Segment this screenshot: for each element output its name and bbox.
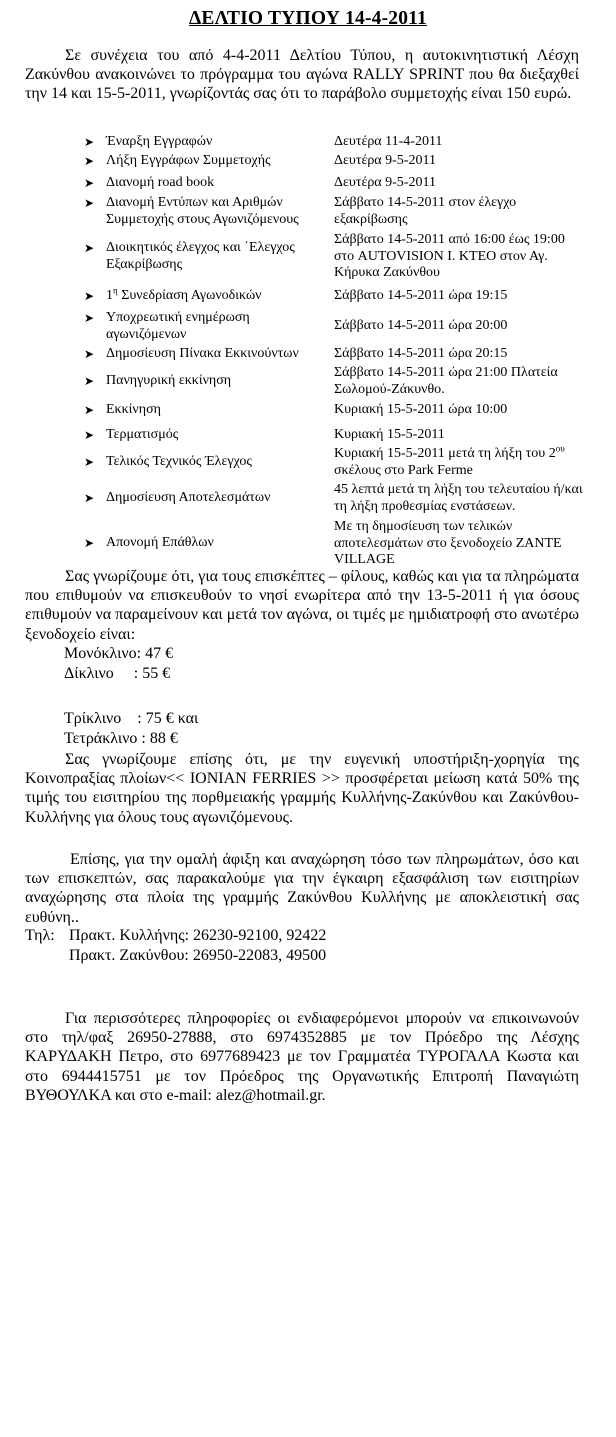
schedule-value: Κυριακή 15-5-2011 bbox=[334, 427, 445, 442]
schedule-label: Έναρξη Εγγραφών bbox=[106, 134, 213, 149]
hotel-paragraph bbox=[25, 567, 579, 644]
schedule-value bbox=[334, 443, 584, 479]
schedule-label: Δημοσίευση Πίνακα Εκκινούντων bbox=[106, 346, 299, 361]
ordinal-suffix: ου bbox=[555, 443, 565, 454]
contact-text: Για περισσότερες πληροφορίες οι ενδιαφερόμενοι μπορούν να επικοινωνούν στο τηλ/φαξ 26950-27888, στο 6974352885 με τον Πρόεδρο της Λέσχης ΚΑΡΥΔΑΚΗ Πετρο, στο 6977689423 με τον Γραμματέα ΤΥΡΟΓΑΛΑ Κωστα και στο 6944415751 με τον Πρόεδρος της Οργανωτικής Επιτροπή Παναγιώτη ΒΥΘΟΥΛΚΑ και στο e-mail: alez@hotmail.gr. bbox=[25, 1010, 579, 1104]
press-release-title: ΔΕΛΤΙΟ ΤΥΠΟΥ 14-4-2011 bbox=[188, 8, 428, 29]
tickets-paragraph bbox=[25, 850, 579, 927]
schedule-label bbox=[106, 285, 331, 305]
schedule-label: Διανομή road book bbox=[106, 175, 215, 190]
tickets-text: Επίσης, για την ομαλή άφιξη και αναχώρηση τόσο των πληρωμάτων, όσο και των επισκεπτών, σας παρακαλούμε για την έγκαιρη εξασφάλιση των εισιτηρίων αναχώρησης στα πλοία της γραμμής Ζακύνθου Κυλλήνης με αποκλειστική σας ευθύνη.. bbox=[25, 851, 579, 926]
schedule-value: Σάββατο 14-5-2011 ώρα 21:00 Πλατεία Σωλομού-Ζάκυνθο. bbox=[334, 365, 558, 397]
room-price: 75 € bbox=[145, 710, 174, 727]
schedule-value: Σάββατο 14-5-2011 ώρα 20:15 bbox=[334, 346, 508, 361]
arrowhead-bullet-icon: ➤ bbox=[84, 428, 95, 442]
price-row bbox=[64, 664, 170, 683]
schedule-label: Υποχρεωτική ενημέρωση αγωνιζόμενων bbox=[106, 310, 250, 342]
schedule-label: Απονομή Επάθλων bbox=[106, 535, 214, 550]
room-price: 47 € bbox=[145, 645, 174, 662]
phone-label: Τηλ: bbox=[25, 927, 55, 944]
ferry-paragraph bbox=[25, 750, 579, 827]
schedule-label: Τελικός Τεχνικός Έλεγχος bbox=[106, 454, 252, 469]
arrowhead-bullet-icon: ➤ bbox=[84, 289, 95, 303]
arrowhead-bullet-icon: ➤ bbox=[84, 176, 95, 190]
price-row bbox=[64, 729, 178, 748]
intro-text: Σε συνέχεια του από 4-4-2011 Δελτίου Τύπου, η αυτοκινητιστική Λέσχη Ζακύνθου ανακοινώνει το πρόγραμμα του αγώνα RALLY SPRINT που θα διεξαχθεί την 14 και 15-5-2011, γνωρίζοντάς σας ότι το παράβολο συμμετοχής είναι 150 ευρώ. bbox=[25, 47, 579, 103]
schedule-value: Δευτέρα 11-4-2011 bbox=[334, 134, 443, 149]
arrowhead-bullet-icon: ➤ bbox=[84, 241, 95, 255]
schedule-value-text: Κυριακή 15-5-2011 μετά τη λήξη του 2 bbox=[334, 446, 556, 461]
schedule-value: Δευτέρα 9-5-2011 bbox=[334, 175, 436, 190]
schedule-value: Με τη δημοσίευση των τελικών αποτελεσμάτων στο ξενοδοχείο ZANTE VILLAGE bbox=[334, 519, 562, 567]
separator: : bbox=[136, 645, 146, 662]
arrowhead-bullet-icon: ➤ bbox=[84, 455, 95, 469]
contact-paragraph bbox=[25, 1009, 579, 1105]
schedule-value: Σάββατο 14-5-2011 από 16:00 έως 19:00 στο AUTOVISION I. KTEO στον Αγ. Κήρυκα Ζακύνθου bbox=[334, 232, 565, 280]
room-type: Δίκλινο bbox=[64, 665, 114, 682]
schedule-value-text: σκέλους στο Park Ferme bbox=[334, 462, 473, 478]
price-row bbox=[64, 709, 198, 728]
schedule-label-text: Συνεδρίαση Αγωνοδικών bbox=[117, 288, 262, 303]
schedule-value: 45 λεπτά μετά τη λήξη του τελευταίου ή/και τη λήξη προθεσμίας ενστάσεων. bbox=[334, 482, 583, 514]
arrowhead-bullet-icon: ➤ bbox=[84, 154, 95, 168]
schedule-value: Δευτέρα 9-5-2011 bbox=[334, 153, 436, 168]
schedule-label: Διοικητικός έλεγχος και ΄Ελεγχος Εξακρίβωσης bbox=[106, 240, 295, 272]
schedule-label: Λήξη Εγγράφων Συμμετοχής bbox=[106, 153, 271, 168]
schedule-label: Εκκίνηση bbox=[106, 402, 161, 417]
separator: : bbox=[137, 730, 150, 747]
phone-zakynthos: Πρακτ. Ζακύνθου: 26950-22083, 49500 bbox=[69, 947, 327, 964]
arrowhead-bullet-icon: ➤ bbox=[84, 347, 95, 361]
room-type: Μονόκλινο bbox=[64, 645, 137, 662]
phone-kyllini: Πρακτ. Κυλλήνης: 26230-92100, 92422 bbox=[69, 927, 327, 944]
ordinal-number: 1 bbox=[106, 288, 113, 303]
price-row bbox=[64, 644, 173, 663]
schedule-label: Δημοσίευση Αποτελεσμάτων bbox=[106, 490, 271, 505]
room-price: 88 € bbox=[149, 730, 178, 747]
arrowhead-bullet-icon: ➤ bbox=[84, 196, 95, 210]
arrowhead-bullet-icon: ➤ bbox=[84, 374, 95, 388]
separator: : bbox=[113, 665, 143, 682]
schedule-value: Σάββατο 14-5-2011 ώρα 19:15 bbox=[334, 288, 508, 303]
arrowhead-bullet-icon: ➤ bbox=[84, 403, 95, 417]
hotel-text: Σας γνωρίζουμε ότι, για τους επισκέπτες – φίλους, καθώς και για τα πληρώματα που επιθυμούν να επισκευθούν το νησί ενωρίτερα από την 13-5-2011 ή για όσους επιθυμούν να παραμείνουν και μετά τον αγώνα, οι τιμές με ημιδιατροφή στο ανωτέρω ξενοδοχείο είναι: bbox=[25, 568, 579, 643]
schedule-value: Σάββατο 14-5-2011 ώρα 20:00 bbox=[334, 318, 508, 333]
schedule-label: Διανομή Εντύπων και Αριθμών Συμμετοχής στους Αγωνιζόμενους bbox=[106, 195, 299, 227]
room-price: 55 € bbox=[142, 665, 171, 682]
schedule-label: Τερματισμός bbox=[106, 427, 179, 442]
schedule-value: Σάββατο 14-5-2011 στον έλεγχο εξακρίβωσης bbox=[334, 195, 517, 227]
price-suffix: και bbox=[173, 710, 199, 727]
room-type: Τετράκλινο bbox=[64, 730, 138, 747]
intro-paragraph bbox=[25, 46, 579, 104]
separator: : bbox=[121, 710, 146, 727]
arrowhead-bullet-icon: ➤ bbox=[84, 311, 95, 325]
ordinal-suffix: η bbox=[113, 285, 118, 296]
room-type: Τρίκλινο bbox=[64, 710, 122, 727]
schedule-label: Πανηγυρική εκκίνηση bbox=[106, 373, 232, 388]
schedule-value: Κυριακή 15-5-2011 ώρα 10:00 bbox=[334, 402, 508, 417]
ferry-text: Σας γνωρίζουμε επίσης ότι, με την ευγενική υποστήριξη-χορηγία της Κοινοπραξίας πλοίων<< IONIAN FERRIES >> προσφέρεται μείωση κατά 50% της τιμής του εισιτηρίου της πορθμειακής γραμμής Κυλλήνης-Ζακύνθου και Ζακύνθου-Κυλλήνης για όλους τους αγωνιζόμενους. bbox=[25, 751, 579, 826]
arrowhead-bullet-icon: ➤ bbox=[84, 135, 95, 149]
arrowhead-bullet-icon: ➤ bbox=[84, 536, 95, 550]
arrowhead-bullet-icon: ➤ bbox=[84, 491, 95, 505]
